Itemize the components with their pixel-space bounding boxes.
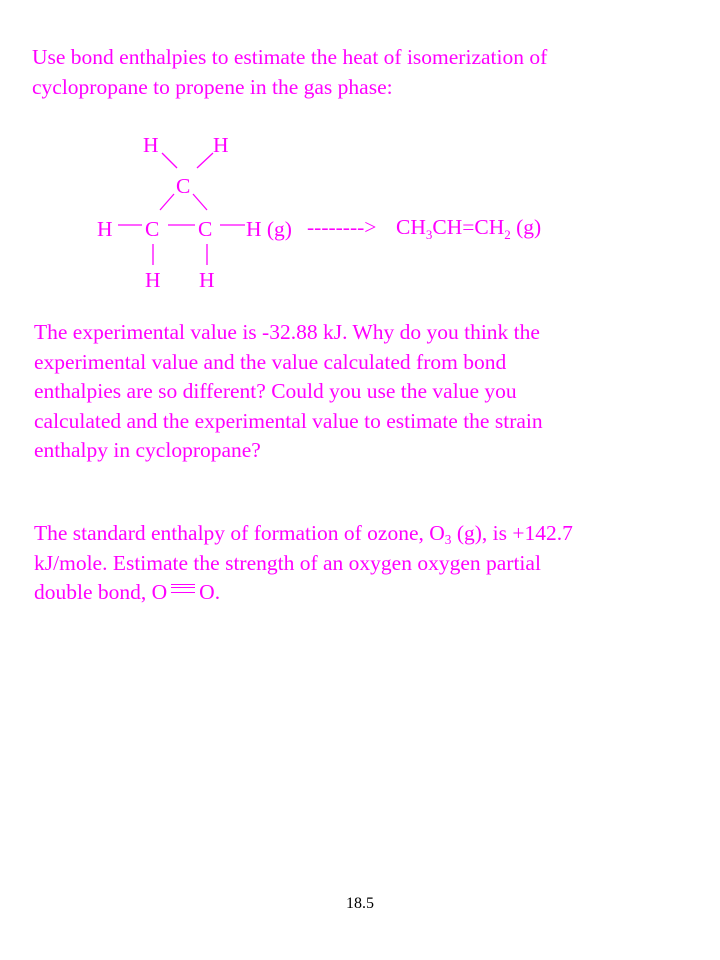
question-line: Use bond enthalpies to estimate the heat of isomerization of	[32, 45, 548, 69]
atom-c: C	[176, 174, 191, 198]
atom-h: H	[213, 133, 229, 157]
reaction-arrow: -------->	[307, 215, 377, 239]
question-line: cyclopropane to propene in the gas phase:	[32, 74, 393, 99]
bond-h-c	[162, 153, 177, 168]
bond-h-c	[197, 153, 213, 168]
formula-part: CH=CH	[432, 215, 505, 239]
question-line: The experimental value is -32.88 kJ. Why do you think the	[34, 320, 540, 344]
question-line: calculated and the experimental value to estimate the strain	[34, 408, 543, 433]
bond-c-c	[193, 194, 207, 210]
bond-lines	[118, 153, 245, 265]
text-part: (g), is +142.7	[451, 521, 573, 545]
atom-c: C	[145, 217, 160, 241]
text-part: double bond, O	[34, 580, 168, 604]
question-line	[34, 521, 573, 545]
question-experimental-value	[34, 318, 674, 466]
question-line: enthalpies are so different? Could you use the value you	[34, 379, 517, 403]
atom-h: H	[143, 133, 159, 157]
formula-subscript: 3	[425, 227, 433, 242]
question-ozone	[34, 519, 694, 608]
formula-subscript: 2	[504, 227, 511, 242]
page-number: 18.5	[346, 895, 374, 912]
atom-h-gas: H (g)	[246, 217, 292, 241]
formula-part: (g)	[510, 215, 542, 239]
text-part: O.	[199, 580, 221, 604]
question-line: enthalpy in cyclopropane?	[34, 438, 261, 462]
product-propene	[396, 215, 541, 242]
cyclopropane-reaction-diagram	[0, 0, 720, 320]
formula-part: CH	[396, 215, 426, 239]
question-line	[34, 580, 220, 604]
bond-c-c	[160, 194, 174, 210]
partial-double-bond-symbol	[171, 584, 195, 593]
atom-c: C	[198, 217, 213, 241]
question-line: kJ/mole. Estimate the strength of an oxygen oxygen partial	[34, 550, 541, 575]
formula-subscript: 3	[444, 531, 452, 547]
question-line: experimental value and the value calculated from bond	[34, 349, 507, 374]
atom-h: H	[199, 268, 215, 292]
atom-h: H	[97, 217, 113, 241]
text-part: The standard enthalpy of formation of ozone, O	[34, 521, 445, 545]
atom-h: H	[145, 268, 161, 292]
